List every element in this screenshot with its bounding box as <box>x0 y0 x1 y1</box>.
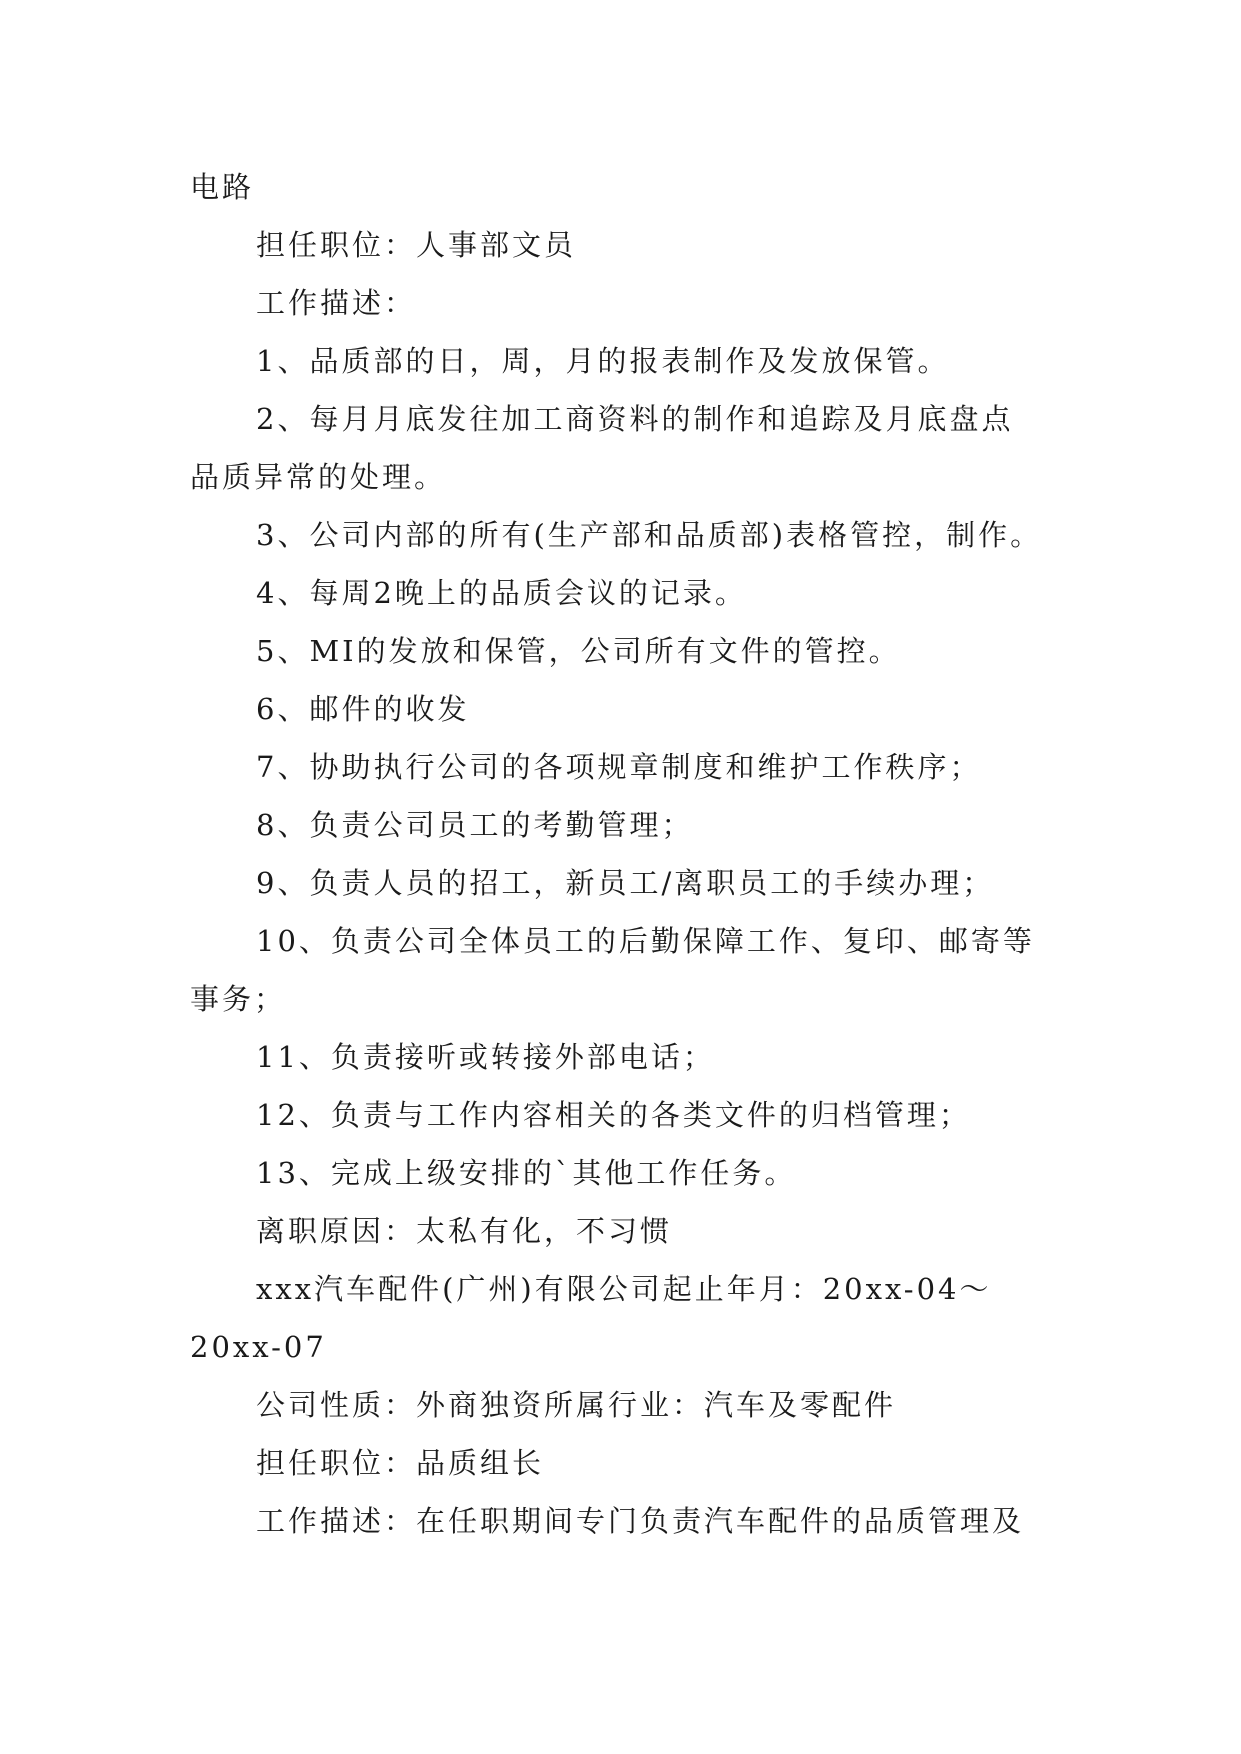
text-line: xxx汽车配件(广州)有限公司起止年月：20xx-04～ <box>256 1272 992 1306</box>
list-item: 4、每周2晚上的品质会议的记录。 <box>256 576 747 610</box>
text-line: 品质异常的处理。 <box>190 460 447 494</box>
text-line: 担任职位：品质组长 <box>256 1446 545 1480</box>
list-item: 10、负责公司全体员工的后勤保障工作、复印、邮寄等 <box>256 924 1035 958</box>
document-body <box>190 158 1066 1550</box>
list-item: 8、负责公司员工的考勤管理； <box>256 808 694 842</box>
list-item: 12、负责与工作内容相关的各类文件的归档管理； <box>256 1098 971 1132</box>
list-item: 3、公司内部的所有(生产部和品质部)表格管控，制作。 <box>256 518 1043 552</box>
text-line: 公司性质：外商独资所属行业：汽车及零配件 <box>256 1388 897 1422</box>
list-item: 13、完成上级安排的`其他工作任务。 <box>256 1156 797 1190</box>
text-line: 离职原因：太私有化，不习惯 <box>256 1214 673 1248</box>
text-line: 担任职位：人事部文员 <box>256 228 577 262</box>
list-item: 11、负责接听或转接外部电话； <box>256 1040 715 1074</box>
text-line: 20xx-07 <box>190 1330 327 1364</box>
list-item: 7、协助执行公司的各项规章制度和维护工作秩序； <box>256 750 982 784</box>
list-item: 1、品质部的日，周，月的报表制作及发放保管。 <box>256 344 950 378</box>
text-line: 电路 <box>190 170 255 204</box>
text-line: 事务； <box>190 982 287 1016</box>
list-item: 9、负责人员的招工，新员工/离职员工的手续办理； <box>256 866 995 900</box>
list-item: 6、邮件的收发 <box>256 692 470 726</box>
text-line: 工作描述： <box>256 286 417 320</box>
list-item: 5、MI的发放和保管，公司所有文件的管控。 <box>256 634 901 668</box>
text-line: 工作描述：在任职期间专门负责汽车配件的品质管理及 <box>256 1504 1025 1538</box>
list-item: 2、每月月底发往加工商资料的制作和追踪及月底盘点 <box>256 402 1014 436</box>
